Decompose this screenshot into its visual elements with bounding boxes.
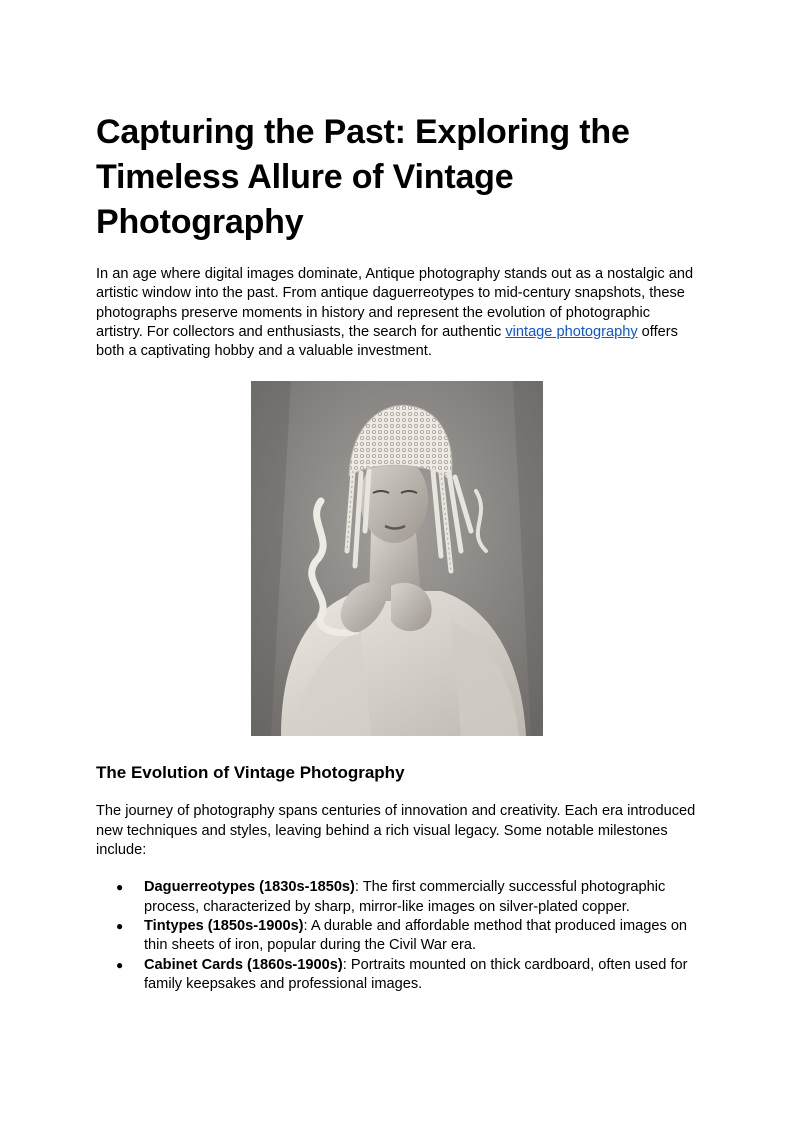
bullet-icon: ● [116, 918, 124, 933]
section-paragraph: The journey of photography spans centuries of innovation and creativity. Each era introduced new techniques and styles, leaving behind a rich visual legacy. Some notable milestones include: [96, 803, 696, 859]
list-item [96, 878, 699, 917]
list-item [96, 917, 699, 956]
vintage-photography-link[interactable]: vintage photography [505, 323, 638, 340]
milestones-list [96, 878, 699, 994]
bullet-icon: ● [116, 880, 124, 895]
article-body [96, 110, 699, 994]
bullet-icon: ● [116, 957, 124, 972]
portrait-photo [251, 381, 543, 736]
milestone-description: : The first commercially successful photographic process, characterized by sharp, mirror-like images on silver-plated copper. [144, 879, 666, 915]
section-heading: The Evolution of Vintage Photography [96, 763, 405, 783]
intro-text-after-link: offers both a captivating hobby and a valuable investment. [96, 323, 678, 360]
list-item [96, 956, 699, 995]
milestone-term: Tintypes (1850s-1900s) [144, 917, 304, 934]
intro-paragraph [96, 265, 699, 361]
milestone-description: : A durable and affordable method that produced images on thin sheets of iron, popular during the Civil War era. [144, 917, 688, 954]
intro-text-before-link: In an age where digital images dominate, Antique photography stands out as a nostalgic and artistic window into the past. From antique daguerreotypes to mid-century snapshots, these photographs preserve moments in history and represent the evolution of photographic artistry. For collectors and enthusiasts, the search for authentic [96, 266, 694, 340]
milestone-description: : Portraits mounted on thick cardboard, often used for family keepsakes and professional images. [144, 956, 688, 992]
milestone-term: Daguerreotypes (1830s-1850s) [144, 879, 355, 896]
article-title: Capturing the Past: Exploring the Timeless Allure of Vintage Photography [96, 113, 630, 241]
milestone-term: Cabinet Cards (1860s-1900s) [144, 956, 343, 973]
